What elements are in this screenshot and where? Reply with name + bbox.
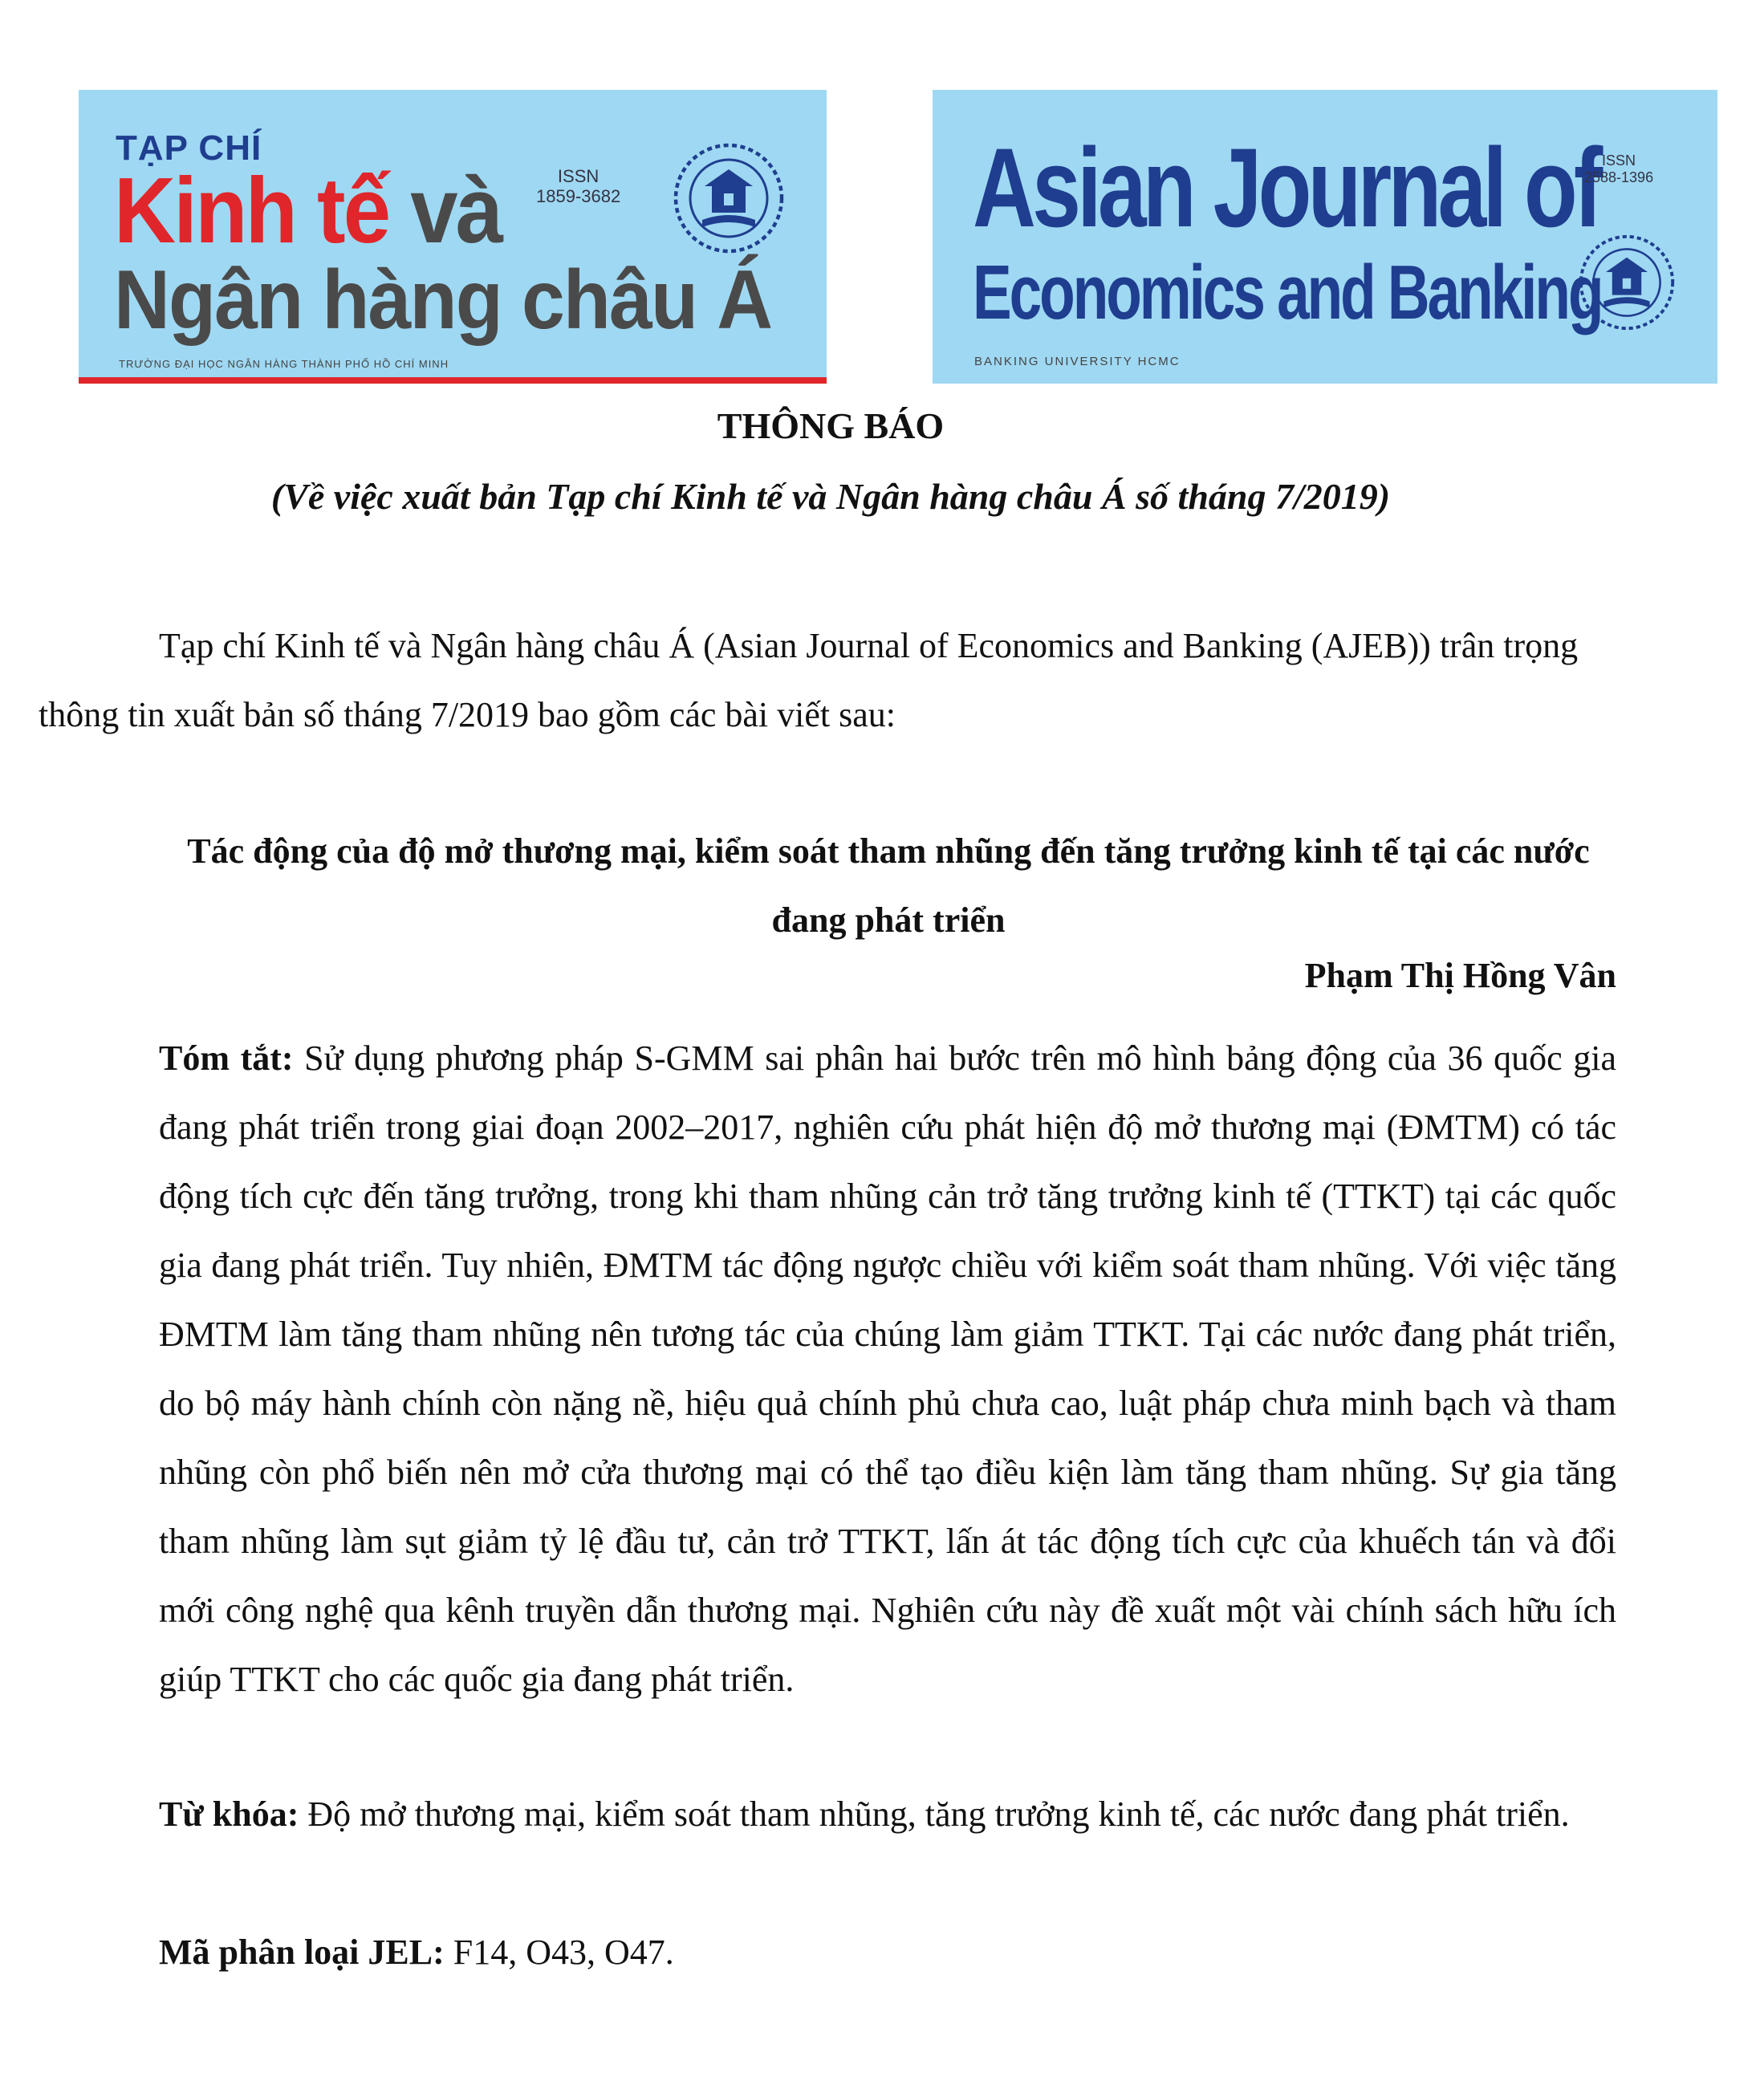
banner-vn-kinh-te: Kinh tế [114, 158, 389, 262]
issn-number: 1859-3682 [536, 186, 621, 207]
journal-banner-english [933, 90, 1717, 384]
abstract-label: Tóm tắt: [159, 1038, 294, 1078]
article-keywords [159, 1780, 1616, 1849]
notice-subtitle: (Về việc xuất bản Tạp chí Kinh tế và Ngân hàng châu Á số tháng 7/2019) [270, 476, 1391, 517]
notice-title: THÔNG BÁO [717, 405, 945, 446]
article-jel [159, 1918, 1616, 1987]
article-author: Phạm Thị Hồng Vân [1304, 956, 1616, 995]
banner-en-issn [1584, 152, 1653, 185]
jel-codes: F14, O43, O47. [453, 1932, 674, 1972]
notice-intro [39, 612, 1616, 750]
banner-vn-footer: TRƯỜNG ĐẠI HỌC NGÂN HÀNG THÀNH PHỐ HỒ CHÍ MINH [119, 358, 449, 370]
journal-banner-vietnamese [79, 90, 827, 384]
banner-vn-line1 [114, 158, 502, 262]
banner-vn-tap-chi: TẠP CHÍ [116, 128, 262, 168]
university-emblem-icon [1575, 230, 1679, 335]
issn-number: 2588-1396 [1584, 169, 1654, 185]
university-emblem-icon [669, 138, 789, 258]
issn-label: ISSN [557, 166, 600, 186]
banner-vn-line2: Ngân hàng châu Á [114, 254, 772, 347]
banner-vn-issn [536, 166, 620, 207]
issn-label: ISSN [1602, 152, 1636, 169]
banner-en-line1: Asian Journal of [973, 124, 1599, 250]
banner-en-line2: Economics and Banking [973, 250, 1602, 335]
notice-intro-text: Tạp chí Kinh tế và Ngân hàng châu Á (Asian Journal of Economics and Banking (AJEB)) trân trọng thông tin xuất bản số tháng 7/2019 bao gồm các bài viết sau: [39, 626, 1579, 734]
abstract-text: Sử dụng phương pháp S-GMM sai phân hai bước trên mô hình bảng động của 36 quốc gia đang phát triển trong giai đoạn 2002–2017, nghiên cứu phát hiện độ mở thương mại (ĐMTM) có tác động tích cực đến tăng trưởng, trong khi tham nhũng cản trở tăng trưởng kinh tế (TTKT) tại các quốc gia đang phát triển. Tuy nhiên, ĐMTM tác động ngược chiều với kiểm soát tham nhũng. Với việc tăng ĐMTM làm tăng tham nhũng nên tương tác của chúng làm giảm TTKT. Tại các nước đang phát triển, do bộ máy hành chính còn nặng nề, hiệu quả chính phủ chưa cao, luật pháp chưa minh bạch và tham nhũng còn phổ biến nên mở cửa thương mại có thể tạo điều kiện làm tăng tham nhũng. Sự gia tăng tham nhũng làm sụt giảm tỷ lệ đầu tư, cản trở TTKT, lấn át tác động tích cực của khuếch tán và đổi mới công nghệ qua kênh truyền dẫn thương mại. Nghiên cứu này đề xuất một vài chính sách hữu ích giúp TTKT cho các quốc gia đang phát triển. [159, 1038, 1617, 1699]
article-title: Tác động của độ mở thương mại, kiểm soát tham nhũng đến tăng trưởng kinh tế tại các nước đang phát triển [187, 831, 1590, 940]
banner-en-footer: BANKING UNIVERSITY HCMC [974, 355, 1181, 368]
keywords-text: Độ mở thương mại, kiểm soát tham nhũng, tăng trưởng kinh tế, các nước đang phát triển. [307, 1794, 1570, 1834]
jel-label: Mã phân loại JEL: [159, 1932, 445, 1972]
article-abstract [159, 1024, 1616, 1714]
keywords-label: Từ khóa: [159, 1794, 299, 1834]
banner-vn-va: và [388, 158, 502, 262]
